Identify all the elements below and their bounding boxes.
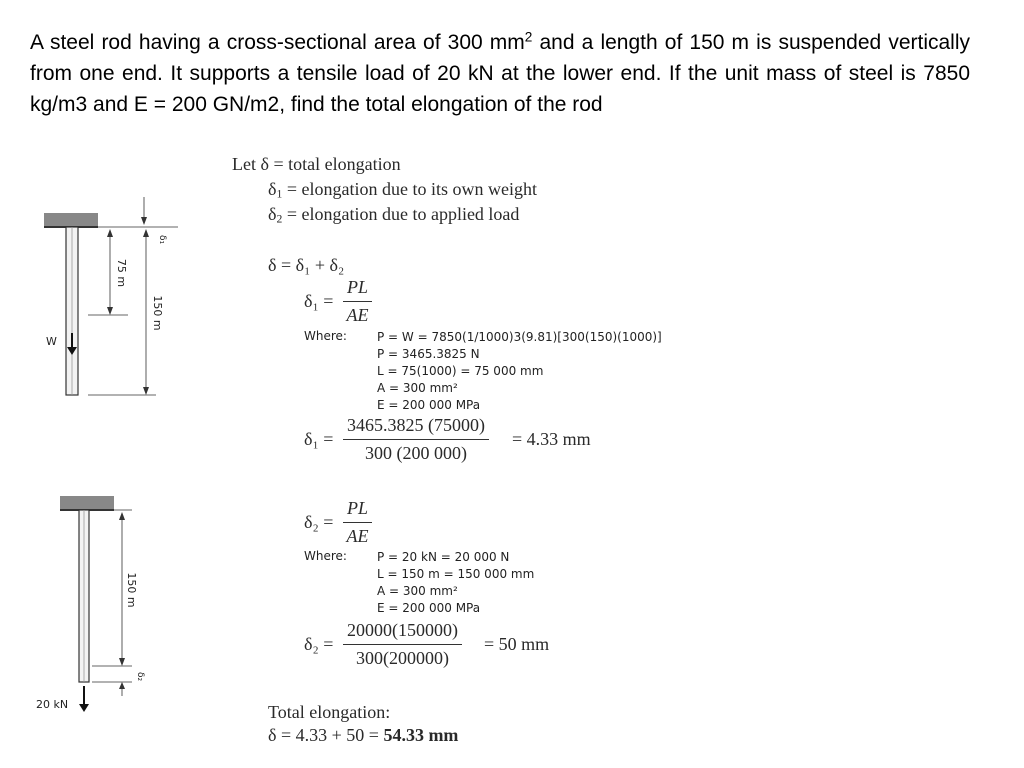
- total-label: Total elongation:: [268, 702, 391, 722]
- d2-formula-fraction: [343, 498, 372, 547]
- d2-result-numerator: 20000(150000): [343, 620, 462, 645]
- dimension-75m-label: 75 m: [115, 258, 128, 288]
- d1-where-line: A = 300 mm²: [377, 381, 458, 395]
- problem-text-part1: A steel rod having a cross-sectional area of 300 mm: [30, 31, 525, 54]
- definition-d1: $\delta_1$ = elongation due to its own weight: [268, 179, 537, 201]
- d1-formula-fraction: [343, 277, 372, 326]
- dimension-150m-label: 150 m: [151, 295, 164, 331]
- d2-result-fraction: [343, 620, 462, 669]
- weight-label: W: [46, 335, 57, 348]
- d2-where-line: P = 20 kN = 20 000 N: [377, 550, 510, 564]
- d1-result-lhs: δ₁ =: [304, 429, 334, 449]
- diagram-own-weight: [28, 195, 228, 435]
- dimension-150m-arrow-bottom: [119, 658, 125, 666]
- d2-where-line: E = 200 000 MPa: [377, 601, 481, 615]
- d2-where-label: Where:: [304, 549, 347, 563]
- d1-result-fraction: [343, 415, 489, 464]
- d1-formula-numerator: PL: [343, 277, 372, 302]
- d2-lhs: δ₂ =: [304, 512, 334, 532]
- delta2-arrow-head: [119, 682, 125, 689]
- diagram-applied-load: [28, 490, 228, 720]
- d1-where-list: [377, 329, 662, 414]
- problem-superscript: 2: [524, 29, 533, 45]
- d2-result-lhs: δ₂ =: [304, 634, 334, 654]
- d1-where-line: P = W = 7850(1/1000)3(9.81)[300(150)(1000)]: [377, 330, 662, 344]
- d2-definition: = elongation due to applied load: [286, 204, 520, 224]
- total-expression: δ = 4.33 + 50 =: [268, 725, 384, 745]
- dimension-150m-arrow-bottom: [143, 387, 149, 395]
- definition-d2: $\delta_2$ = elongation due to applied load: [268, 204, 520, 226]
- total-equation: [268, 725, 458, 746]
- load-arrow-head: [79, 704, 89, 712]
- support-ceiling: [44, 213, 98, 227]
- delta-symbol: δ: [260, 154, 269, 174]
- delta-sum-equation: δ = δ₁ + δ₂: [268, 255, 345, 275]
- d2-formula-denominator: AE: [346, 526, 369, 546]
- d1-where-line: E = 200 000 MPa: [377, 398, 481, 412]
- d2-result-value: = 50 mm: [484, 634, 550, 654]
- d1-definition: = elongation due to its own weight: [286, 179, 537, 199]
- delta2-label: δ₂: [135, 672, 145, 682]
- dimension-150m-arrow-top: [119, 512, 125, 520]
- total-definition: = total elongation: [273, 154, 401, 174]
- definition-total: [232, 154, 401, 175]
- problem-statement: [30, 27, 970, 120]
- d1-result-denominator: 300 (200 000): [365, 443, 467, 463]
- d2-where-line: L = 150 m = 150 000 mm: [377, 567, 535, 581]
- d1-where-label: Where:: [304, 329, 347, 343]
- d2-where-list: [377, 549, 534, 617]
- d1-where-line: L = 75(1000) = 75 000 mm: [377, 364, 544, 378]
- problem-text-part2: and a length of 150 m is suspended vertically from one end. It supports a tensile load of 20 kN at the lower end. If the unit mass of steel is 7850 kg/m3 and E = 200 GN/m2, find the total elongation of the rod: [30, 31, 970, 116]
- delta1-label: δ₁: [157, 235, 167, 245]
- d1-result-numerator: 3465.3825 (75000): [343, 415, 489, 440]
- d1-formula-denominator: AE: [346, 305, 369, 325]
- d1-lhs: δ₁ =: [304, 291, 334, 311]
- d2-where-line: A = 300 mm²: [377, 584, 458, 598]
- dimension-75m-arrow-top: [107, 229, 113, 237]
- load-label: 20 kN: [36, 698, 69, 711]
- d2-result-denominator: 300(200000): [356, 648, 449, 668]
- dimension-150m-label: 150 m: [125, 572, 138, 608]
- dimension-75m-arrow-bottom: [107, 307, 113, 315]
- d1-where-line: P = 3465.3825 N: [377, 347, 480, 361]
- support-ceiling: [60, 496, 114, 510]
- dimension-150m-arrow-top: [143, 229, 149, 237]
- d1-result-value: = 4.33 mm: [512, 429, 591, 449]
- let-label: Let: [232, 154, 256, 174]
- total-result: 54.33 mm: [383, 725, 459, 745]
- delta1-arrow-head: [141, 217, 147, 225]
- d2-formula-numerator: PL: [343, 498, 372, 523]
